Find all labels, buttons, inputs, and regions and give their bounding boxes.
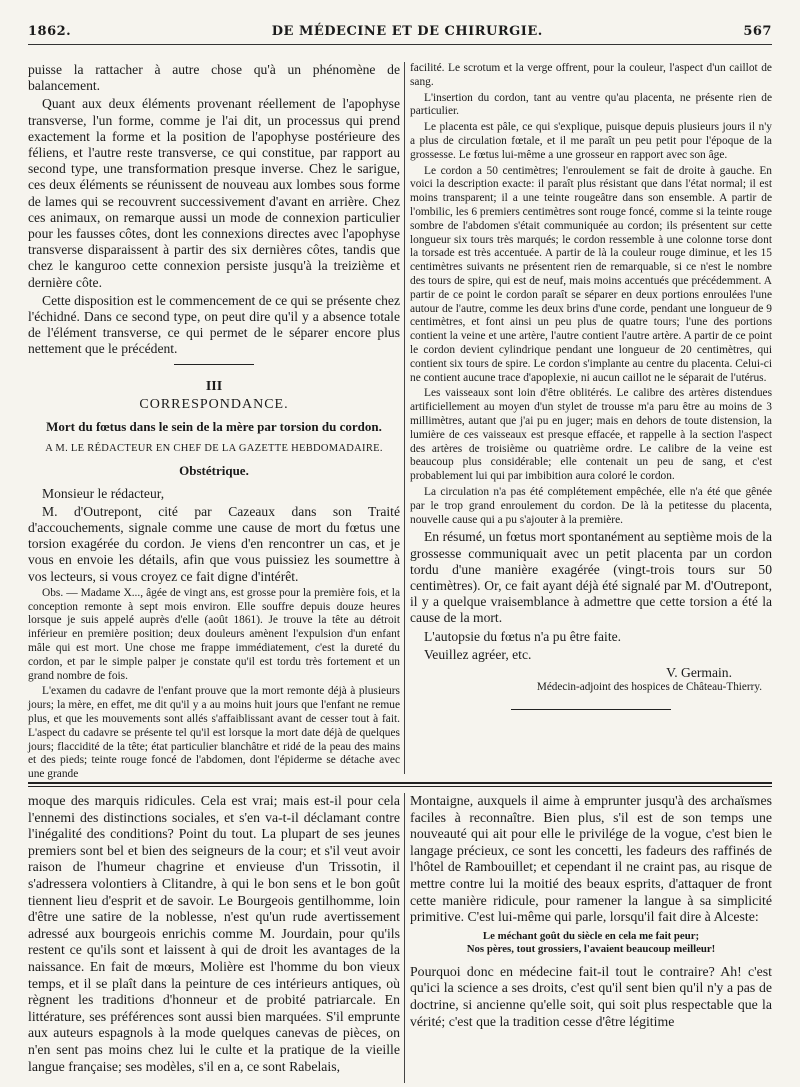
addressee-line: A M. LE RÉDACTEUR EN CHEF DE LA GAZETTE HEBDOMADAIRE. bbox=[45, 443, 383, 455]
section-divider bbox=[174, 364, 254, 365]
closing-line: Veuillez agréer, etc. bbox=[424, 646, 532, 662]
paragraph: Montaigne, auxquels il aime à emprunter jusqu'à des archaïsmes faciles à reconnaître. Bien plus, s'il est de son temps une nouveauté qui ait pour elle le privilége de la vogue, c'est bien le langage précieux, ce sont les concetti, les fadeurs des raffinés de l'hôtel de Rambouillet; et cependant il ne craint pas, au risque de mettre contre lui la moitié des beaux esprits, d'attaquer de front cette manière ridicule, pour ramener la langue à sa simplicité primitive. C'est lui-même qui parle, lorsqu'il fait dire à Alceste: bbox=[410, 793, 772, 925]
paragraph: La circulation n'a pas été complétement empêchée, elle n'a été que gênée par le trop grand enroulement du cordon. De là la petitesse du placenta, nouvelle cause qui a pu s'ajouter à la première. bbox=[410, 485, 772, 526]
paragraph: M. d'Outrepont, cité par Cazeaux dans son Traité d'accouchements, signale comme une cause de mort du fœtus une torsion exagérée du cordon. Je viens d'en rencontrer un cas, et je vous en envoie les détails, afin que vous puissiez les soumettre à vos lecteurs, si vous croyez ce fait digne d'intérêt. bbox=[28, 503, 400, 584]
header-rule bbox=[28, 44, 772, 45]
bottom-right-column bbox=[410, 793, 772, 1083]
top-right-column bbox=[410, 62, 772, 762]
verse-line: Nos pères, tout grossiers, l'avaient beaucoup meilleur! bbox=[466, 942, 716, 955]
paragraph: puisse la rattacher à autre chose qu'à un phénomène de balancement. bbox=[28, 62, 400, 94]
paragraph: L'insertion du cordon, tant au ventre qu'au placenta, ne présente rien de particulier. bbox=[410, 91, 772, 118]
top-left-column bbox=[28, 62, 400, 781]
header-page-number: 567 bbox=[743, 23, 772, 39]
rubric-heading: Obstétrique. bbox=[179, 463, 249, 479]
bottom-left-column bbox=[28, 793, 400, 1083]
section-number: III bbox=[205, 378, 223, 394]
article-title: Mort du fœtus dans le sein de la mère par torsion du cordon. bbox=[46, 419, 382, 435]
end-rule bbox=[511, 709, 671, 710]
paragraph: Les vaisseaux sont loin d'être oblitérés. Le calibre des artères distendues artificiellement au moyen d'un stylet de trousse m'a paru être au moins de 3 millimètres, autant que j'ai pu en juger; mais en dehors de toute distension, la lumière de ces vaisseaux est presque effacée, et rappelle à la section l'aspect des artères de troisième ou quatrième ordre. Le calibre de la veine est beaucoup plus considérable; elle contenait un peu de sang, et c'est probablement lui qui par imbibition aura coloré le cordon. bbox=[410, 387, 772, 483]
feuilleton-rule-thin bbox=[28, 786, 772, 787]
column-divider bbox=[404, 793, 405, 1083]
paragraph: Le cordon a 50 centimètres; l'enroulement se fait de droite à gauche. En voici la description exacte: il paraît plus résistant que dans l'état normal; il est moins transparent; il a une teinte rougeâtre dans son ensemble. A partir de l'ombilic, les 6 premiers centimètres sont rouge foncé, comme si la teinte rouge sombre de l'abdomen s'était communiquée au cordon; ils présentent sur cette longueur six tours très marqués; le cordon ressemble à une colonne torse dont la torsade est très accentuée. A partir de là la couleur rouge diminue, et les 15 centimètres suivants ne présentent rien de remarquable, si ce n'est le nombre des tours de spire, qui est de neuf, mais moins accentués que précédemment. A partir de ce point le cordon paraît se séparer en deux portions enroulées l'une autour de l'autre, comme les deux brins d'une corde, pendant une longueur de 9 centimètres, et font ainsi un peu plus de quatre tours; l'une des portions contient la veine et une artère, l'autre contient l'autre artère. A partir de ce point le cordon devient cylindrique pendant une longueur de 20 centimètres, qui contient six tours de spire. Le cordon s'implante au centre du placenta. Celui-ci ne contient aucune trace d'apoplexie, ni aucun caillot ne le séparait de l'utérus. bbox=[410, 164, 772, 384]
verse-quote bbox=[410, 930, 772, 956]
signature: V. Germain. bbox=[666, 664, 732, 680]
running-head bbox=[28, 20, 772, 42]
column-divider bbox=[404, 62, 405, 774]
paragraph: moque des marquis ridicules. Cela est vrai; mais est-il pour cela l'ennemi des distinctions sociales, et s'en va-t-il déclamant contre l'inégalité des conditions? Point du tout. La plupart de ses jeunes premiers sont bel et bien des seigneurs de la cour; et s'il veut avoir raison de l'humeur chagrine et envieuse d'un Trissotin, il s'adressera volontiers à Clitandre, à qui le bon sens et le bon goût tiennent lieu d'esprit et de savoir. Le Bourgeois gentilhomme, loin d'être une satire de la noblesse, n'est qu'un rude avertissement adressé aux bourgeois enrichis comme M. Jourdain, pour qu'ils restent ce qu'ils sont et laissent à qui de droit les avantages de la naissance. En fait de mœurs, Molière est l'homme du bon vieux temps, et il se plaît dans la peinture de ces intérieurs antiques, où règnent les traditions d'honneur et de probité patriarcale. En littérature, ses préférences sont aussi bien marquées. S'il emprunte aux auteurs espagnols à la mode quelques canevas de pièces, on n'en sent pas moins chez lui le culte et la pratique de la vieille langue française; ses modèles, s'il en a, ce sont Rabelais, bbox=[28, 793, 400, 1074]
verse-line: Le méchant goût du siècle en cela me fait peur; bbox=[482, 929, 700, 942]
header-journal-title: DE MÉDECINE ET DE CHIRURGIE. bbox=[271, 23, 543, 39]
section-title: CORRESPONDANCE. bbox=[139, 396, 289, 412]
observation-paragraph: L'examen du cadavre de l'enfant prouve que la mort remonte déjà à plusieurs jours; la mère, en effet, me dit qu'il y a au moins huit jours que l'enfant ne remue plus, et que les mouvements sont allés s'affaiblissant avant de cesser tout à fait. L'aspect du cadavre se présente tel qu'il est lorsque la mort date déjà de quelques jours; flaccidité de la tête; état particulier blanchâtre et ridé de la peau des mains et des pieds; teinte rouge foncé de l'abdomen, dont l'épiderme se détache avec une grande bbox=[28, 685, 400, 781]
paragraph: En résumé, un fœtus mort spontanément au septième mois de la grossesse communiquait avec un petit placenta par un cordon tordu d'une manière exagérée (vingt-trois tours sur 50 centimètres). Or, ce fait ayant déjà été signalé par M. d'Outrepont, il y a quelque vraisemblance à admettre que cette torsion a été la cause de la mort. bbox=[410, 529, 772, 626]
header-year: 1862. bbox=[28, 23, 72, 39]
feuilleton-rule bbox=[28, 782, 772, 784]
signature-title: Médecin-adjoint des hospices de Château-Thierry. bbox=[536, 681, 762, 694]
paragraph: Pourquoi donc en médecine fait-il tout le contraire? Ah! c'est qu'ici la science a ses droits, c'est qu'il sent bien qu'il n'y a pas de doctrine, si ancienne qu'elle soit, qui soit plus respectable que la vérité; c'est que la tradition cesse d'être légitime bbox=[410, 963, 772, 1029]
paragraph: facilité. Le scrotum et la verge offrent, pour la couleur, l'aspect d'un caillot de sang. bbox=[410, 62, 772, 88]
observation-paragraph: Obs. — Madame X..., âgée de vingt ans, est grosse pour la première fois, et la conception remonte à sept mois environ. Elle souffre depuis douze heures lorsque je suis appelé auprès d'elle (août 1861). Je trouve la tête au détroit inférieur en première position; deux douleurs amènent l'expulsion d'un enfant mâle qui est mort. Une chose me frappe immédiatement, c'est la dureté du cordon, et par le simple palper je constate qu'il est tordu très fortement et un grand nombre de fois. bbox=[28, 586, 400, 682]
salutation: Monsieur le rédacteur, bbox=[42, 485, 165, 501]
paragraph: L'autopsie du fœtus n'a pu être faite. bbox=[424, 628, 622, 644]
paragraph: Cette disposition est le commencement de ce qui se présente chez l'échidné. Dans ce second type, on peut dire qu'il y a absence totale de l'élément transverse, ce qui permet de le séparer encore plus nettement que le précédent. bbox=[28, 292, 400, 357]
paragraph: Le placenta est pâle, ce qui s'explique, puisque depuis plusieurs jours il n'y a plus de circulation fœtale, et il me paraît un peu petit pour l'époque de la grossesse. Le fœtus lui-même a une grosseur en rapport avec son âge. bbox=[410, 121, 772, 161]
paragraph: Quant aux deux éléments provenant réellement de l'apophyse transverse, l'un forme, comme je l'ai dit, un processus qui prend exactement la forme et la position de l'apophyse postérieure des féliens, et l'autre reste transverse, ce qui constitue, par rapport au second type, une transformation presque inverse. Chez le sarigue, ces deux éléments se réunissent de nouveau aux lombes sous forme de lames qui se recouvrent successivement d'avant en arrière. Chez ces animaux, on remarque aussi un mode de connexion particulier pour les fausses côtes, dont les connexions directes avec l'apophyse transverse disparaissent à partir des six dernières côtes, tandis que chez le kanguroo cette connexion persiste jusqu'à la treizième et dernière côte. bbox=[28, 96, 400, 290]
